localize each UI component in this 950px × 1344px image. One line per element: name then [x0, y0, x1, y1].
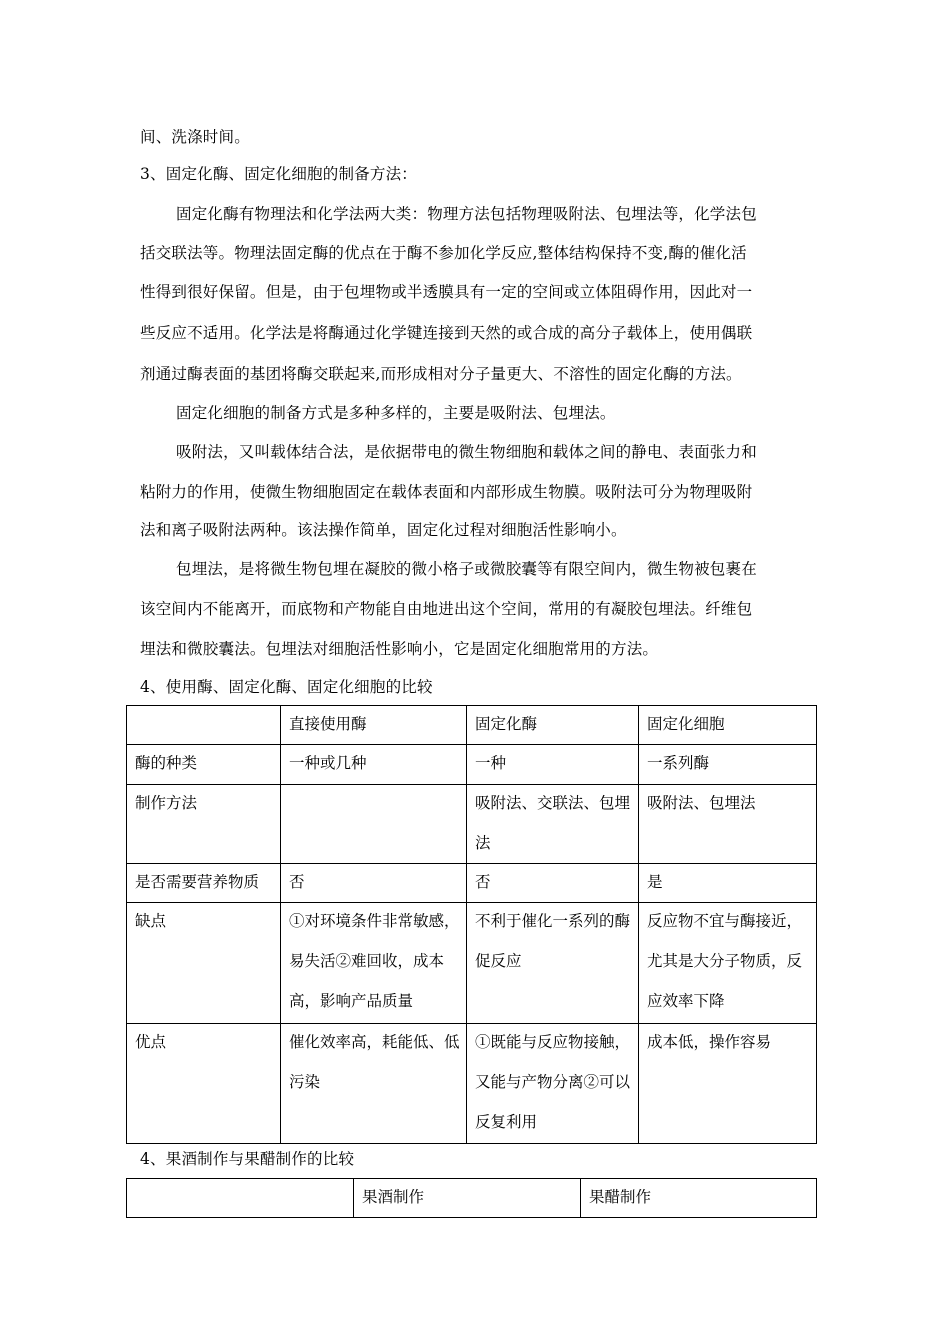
table-cell: 固定化细胞	[639, 706, 817, 745]
table-cell	[281, 785, 467, 864]
section-heading: 4、使用酶、固定化酶、固定化细胞的比较	[140, 678, 433, 696]
table-cell: 不利于催化一系列的酶促反应	[467, 903, 639, 1024]
table-cell	[127, 1179, 354, 1218]
table-row	[127, 903, 817, 1024]
table-cell: ①对环境条件非常敏感，易失活②难回收，成本高，影响产品质量	[281, 903, 467, 1024]
paragraph-line: 括交联法等。物理法固定酶的优点在于酶不参加化学反应,整体结构保持不变,酶的催化活	[140, 244, 747, 262]
paragraph-line: 性得到很好保留。但是，由于包埋物或半透膜具有一定的空间或立体阻碍作用，因此对一	[140, 283, 753, 301]
paragraph-line: 些反应不适用。化学法是将酶通过化学键连接到天然的或合成的高分子载体上，使用偶联	[140, 324, 753, 342]
paragraph-line: 该空间内不能离开，而底物和产物能自由地进出这个空间，常用的有凝胶包埋法。纤维包	[140, 600, 753, 618]
table-cell: 一种	[467, 745, 639, 785]
paragraph-line: 包埋法，是将微生物包埋在凝胶的微小格子或微胶囊等有限空间内，微生物被包裹在	[176, 560, 757, 578]
table-cell: 吸附法、包埋法	[639, 785, 817, 864]
table-cell: 果醋制作	[581, 1179, 817, 1218]
table-cell: 是	[639, 864, 817, 903]
table-cell: 缺点	[127, 903, 281, 1024]
paragraph-line: 埋法和微胶囊法。包埋法对细胞活性影响小，它是固定化细胞常用的方法。	[140, 640, 659, 658]
table-cell: 制作方法	[127, 785, 281, 864]
table-cell: 一系列酶	[639, 745, 817, 785]
wine-vinegar-comparison-table	[126, 1178, 817, 1218]
table-cell: 果酒制作	[354, 1179, 581, 1218]
paragraph-line: 粘附力的作用，使微生物细胞固定在载体表面和内部形成生物膜。吸附法可分为物理吸附	[140, 483, 753, 501]
table-row	[127, 1024, 817, 1144]
table-cell: 直接使用酶	[281, 706, 467, 745]
table-header-row	[127, 1179, 817, 1218]
table-cell: ①既能与反应物接触，又能与产物分离②可以反复利用	[467, 1024, 639, 1144]
table-cell	[127, 706, 281, 745]
table-cell: 催化效率高，耗能低、低污染	[281, 1024, 467, 1144]
table-cell: 否	[467, 864, 639, 903]
section-heading: 3、固定化酶、固定化细胞的制备方法：	[140, 165, 417, 183]
paragraph-line: 固定化细胞的制备方式是多种多样的，主要是吸附法、包埋法。	[176, 404, 616, 422]
paragraph-line: 剂通过酶表面的基团将酶交联起来,而形成相对分子量更大、不溶性的固定化酶的方法。	[140, 365, 742, 383]
paragraph-line: 间、洗涤时间。	[140, 128, 250, 146]
paragraph-line: 吸附法，又叫载体结合法，是依据带电的微生物细胞和载体之间的静电、表面张力和	[176, 443, 757, 461]
table-cell: 酶的种类	[127, 745, 281, 785]
table-row	[127, 785, 817, 864]
table-row	[127, 745, 817, 785]
table-header-row	[127, 706, 817, 745]
table-row	[127, 864, 817, 903]
table-cell: 成本低，操作容易	[639, 1024, 817, 1144]
table-cell: 吸附法、交联法、包埋法	[467, 785, 639, 864]
paragraph-line: 法和离子吸附法两种。该法操作简单，固定化过程对细胞活性影响小。	[140, 521, 627, 539]
enzyme-comparison-table	[126, 705, 817, 1144]
table-cell: 固定化酶	[467, 706, 639, 745]
table-cell: 是否需要营养物质	[127, 864, 281, 903]
section-heading: 4、果酒制作与果醋制作的比较	[140, 1150, 355, 1168]
table-cell: 优点	[127, 1024, 281, 1144]
table-cell: 反应物不宜与酶接近，尤其是大分子物质，反应效率下降	[639, 903, 817, 1024]
table-cell: 否	[281, 864, 467, 903]
table-cell: 一种或几种	[281, 745, 467, 785]
paragraph-line: 固定化酶有物理法和化学法两大类：物理方法包括物理吸附法、包埋法等，化学法包	[176, 205, 757, 223]
